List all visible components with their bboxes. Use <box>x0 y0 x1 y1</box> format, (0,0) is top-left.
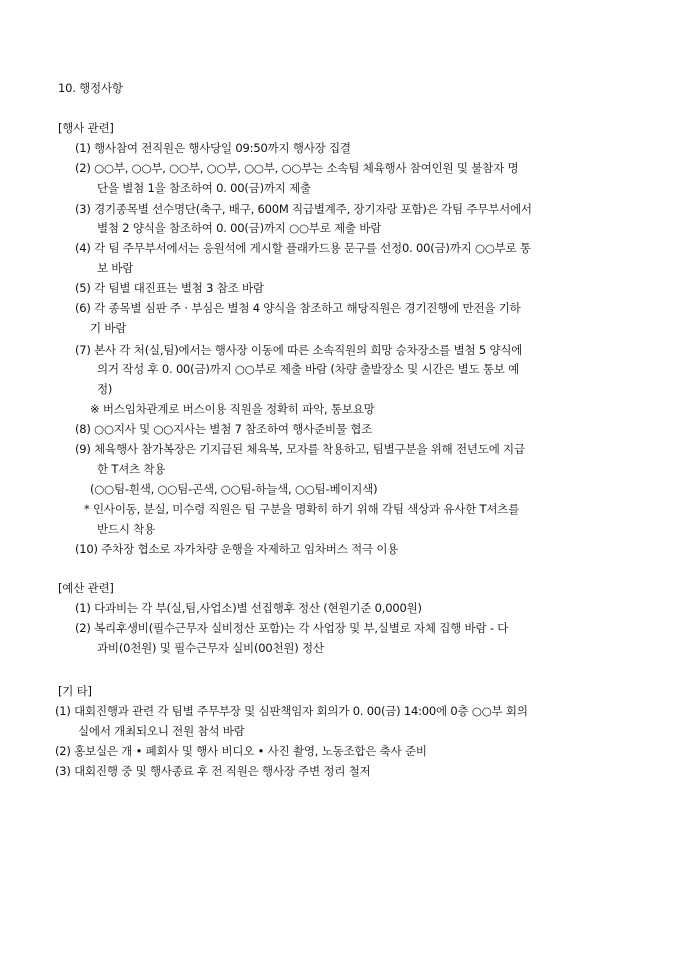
other-item-2: (2) 홍보실은 개 • 폐회사 및 행사 비디오 • 사진 촬영, 노동조합은 축사 준비 <box>55 744 427 758</box>
other-heading: [기 타] <box>58 684 92 698</box>
event-item-8: (8) ○○지사 및 ○○지사는 별첨 7 참조하여 행사준비물 협조 <box>75 422 373 436</box>
event-item-6: (6) 각 종목별 심판 주 · 부심은 별첨 4 양식을 참조하고 해당직원은 경기진행에 만전을 기하 <box>75 301 521 315</box>
event-item-10: (10) 주차장 협소로 자가차량 운행을 자제하고 임차버스 적극 이용 <box>75 542 399 556</box>
event-item-7-note: ※ 버스임차관계로 버스이용 직원을 정확히 파악, 통보요망 <box>90 402 375 416</box>
event-item-7-cont: 의거 작성 후 0. 00(금)까지 ○○부로 제출 바람 (차량 출발장소 및 시간은 별도 통보 예 <box>97 362 520 376</box>
event-item-4: (4) 각 팀 주무부서에서는 응원석에 게시할 플래카드용 문구를 선정0. 00(금)까지 ○○부로 통 <box>75 241 531 255</box>
event-heading: [행사 관련] <box>58 121 114 135</box>
event-item-1: (1) 행사참여 전직원은 행사당일 09:50까지 행사장 집결 <box>75 141 351 155</box>
other-item-3: (3) 대회진행 중 및 행사종료 후 전 직원은 행사장 주변 정리 철저 <box>55 764 371 778</box>
budget-item-2: (2) 복리후생비(필수근무자 실비정산 포함)는 각 사업장 및 부,실별로 자체 집행 바람 - 다 <box>75 621 509 635</box>
event-item-5: (5) 각 팀별 대진표는 별첨 3 참조 바람 <box>75 281 264 295</box>
event-item-9-colors: (○○팀-흰색, ○○팀-곤색, ○○팀-하늘색, ○○팀-베이지색) <box>90 482 378 496</box>
section-title: 10. 행정사항 <box>58 81 123 95</box>
event-item-9-note-cont: 반드시 착용 <box>97 522 155 536</box>
event-item-2-cont: 단을 별첨 1을 참조하여 0. 00(금)까지 제출 <box>97 181 311 195</box>
event-item-9-cont: 한 T셔츠 착용 <box>97 462 166 476</box>
budget-item-2-cont: 과비(0천원) 및 필수근무자 실비(00천원) 정산 <box>97 641 324 655</box>
other-item-1: (1) 대회진행과 관련 각 팀별 주무부장 및 심판책임자 회의가 0. 00(금) 14:00에 0층 ○○부 회의 <box>55 704 528 718</box>
event-item-9-note: * 인사이동, 분실, 미수령 직원은 팀 구분을 명확히 하기 위해 각팀 색상과 유사한 T셔츠를 <box>84 502 520 516</box>
event-item-7-cont-2: 정) <box>97 382 113 396</box>
other-item-1-cont: 실에서 개최되오니 전원 참석 바람 <box>78 724 245 738</box>
budget-heading: [예산 관련] <box>58 581 114 595</box>
event-item-3-cont: 별첨 2 양식을 참조하여 0. 00(금)까지 ○○부로 제출 바람 <box>97 221 382 235</box>
event-item-9: (9) 체육행사 참가복장은 기지급된 체육복, 모자를 착용하고, 팀별구분을 위해 전년도에 지급 <box>75 442 525 456</box>
event-item-4-cont: 보 바람 <box>97 261 134 275</box>
budget-item-1: (1) 다과비는 각 부(실,팀,사업소)별 선집행후 정산 (현원기준 0,000원) <box>75 601 422 615</box>
event-item-2: (2) ○○부, ○○부, ○○부, ○○부, ○○부, ○○부는 소속팀 체육행사 참여인원 및 불참자 명 <box>75 161 519 175</box>
event-item-7: (7) 본사 각 처(실,팀)에서는 행사장 이동에 따른 소속직원의 희망 승차장소를 별첨 5 양식에 <box>75 343 523 357</box>
event-item-6-cont: 기 바람 <box>90 321 127 335</box>
event-item-3: (3) 경기종목별 선수명단(축구, 배구, 600M 직급별계주, 장기자랑 포함)은 각팀 주무부서에서 <box>75 202 532 216</box>
